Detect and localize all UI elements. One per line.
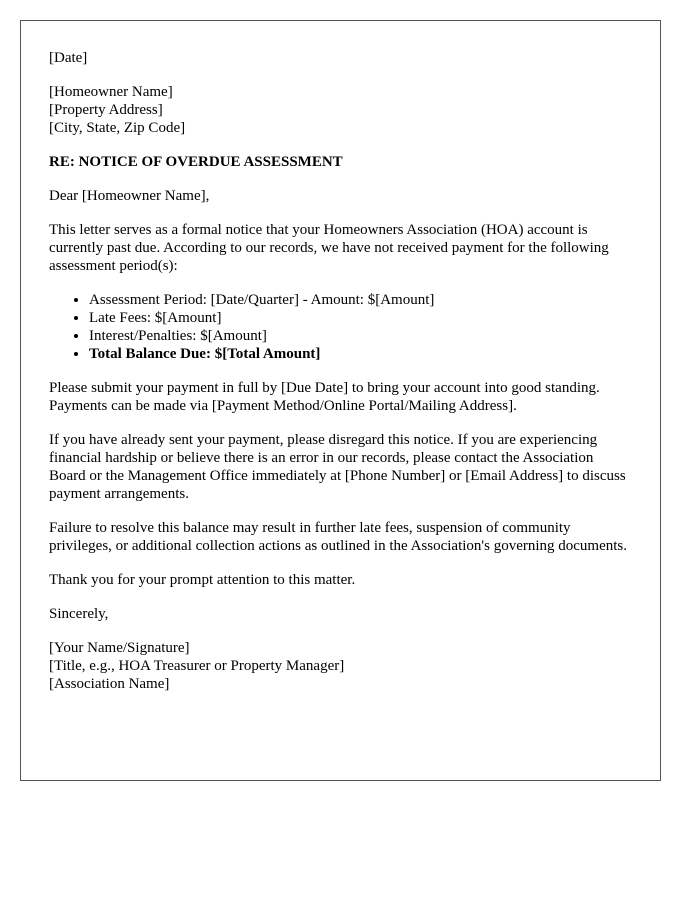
subject-line [49, 153, 632, 171]
salutation: Dear [Homeowner Name], [49, 188, 210, 204]
list-item: • Assessment Period: [Date/Quarter] - Amount: $[Amount] [89, 291, 632, 309]
consequences-paragraph: Failure to resolve this balance may result in further late fees, suspension of community privileges, or additional collection actions as outlined in the Association's governing documents. [49, 520, 628, 554]
signer-name: [Your Name/Signature] [49, 640, 190, 656]
list-item: • Interest/Penalties: $[Amount] [89, 327, 632, 345]
association-name: [Association Name] [49, 676, 170, 692]
payment-paragraph: Please submit your payment in full by [Due Date] to bring your account into good standing. Payments can be made via [Payment Method/Online Portal/Mailing Address]. [49, 380, 600, 414]
intro-paragraph: This letter serves as a formal notice that your Homeowners Association (HOA) account is currently past due. According to our records, we have not received payment for the following assessment period(s): [49, 222, 609, 274]
signature-block [49, 639, 632, 693]
date: [Date] [49, 50, 88, 66]
recipient-property: [Property Address] [49, 102, 163, 118]
letter [20, 20, 661, 781]
closing: Sincerely, [49, 606, 109, 622]
total-item [89, 345, 632, 363]
list-item: • Late Fees: $[Amount] [89, 309, 632, 327]
hardship-paragraph: If you have already sent your payment, please disregard this notice. If you are experiencing financial hardship or believe there is an error in our records, please contact the Association Board or the Management Office immediately at [Phone Number] or [Email Address] to discuss payment arrangements. [49, 432, 626, 502]
subject-text: RE: NOTICE OF OVERDUE ASSESSMENT [49, 154, 343, 170]
recipient-address [49, 83, 632, 137]
recipient-city: [City, State, Zip Code] [49, 120, 186, 136]
signer-title: [Title, e.g., HOA Treasurer or Property Manager] [49, 658, 345, 674]
total-text: Total Balance Due: $[Total Amount] [89, 346, 321, 362]
recipient-name: [Homeowner Name] [49, 84, 173, 100]
charges-list [49, 291, 632, 363]
thanks-paragraph: Thank you for your prompt attention to this matter. [49, 572, 356, 588]
